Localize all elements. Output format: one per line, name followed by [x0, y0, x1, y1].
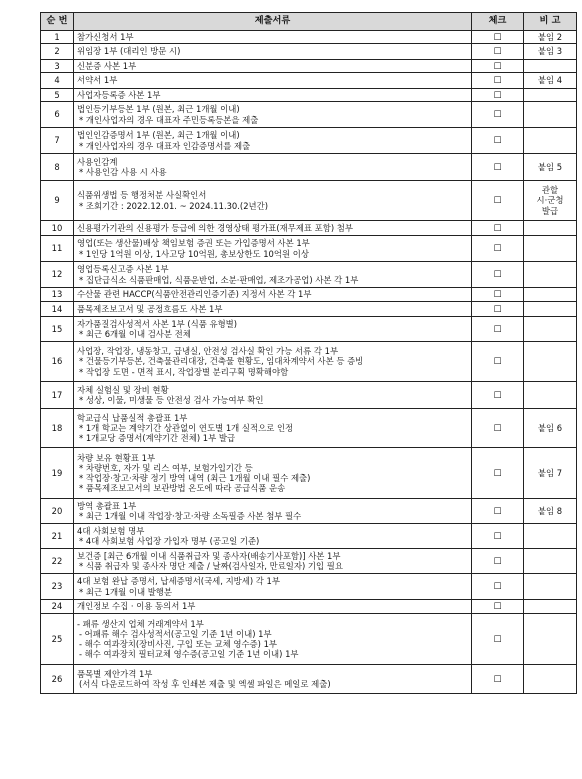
row-number: 25: [41, 614, 74, 665]
note-cell: [524, 614, 577, 665]
table-row: [41, 317, 577, 342]
note-cell: [524, 128, 577, 154]
document-line: 영업(또는 생산물)배상 책임보험 증권 또는 가입증명서 사본 1부: [77, 238, 310, 249]
document-line: 품목별 제안가격 1부: [77, 668, 153, 679]
checkbox[interactable]: □: [472, 499, 524, 524]
document-description: [74, 614, 472, 665]
table-row: [41, 302, 577, 317]
table-row: [41, 665, 577, 694]
document-line: * 품목제조보고서의 보관방법 온도에 따라 공급식품 운송: [79, 483, 286, 494]
note-cell: [524, 73, 577, 89]
row-number: 20: [41, 499, 74, 524]
submission-documents-table: [40, 12, 577, 694]
document-description: [74, 288, 472, 302]
document-description: [74, 382, 472, 409]
document-line: * 개인사업자의 경우 대표자 인감증명서를 제출: [79, 140, 251, 151]
checkbox[interactable]: □: [472, 181, 524, 221]
row-number: 11: [41, 236, 74, 262]
document-line: * 집단급식소 식품판매업, 식품운반업, 소분·판매업, 제조가공업) 사본 각 1부: [79, 274, 359, 285]
table-row: [41, 288, 577, 302]
note-cell: [524, 181, 577, 221]
document-line: * 개인사업자의 경우 대표자 주민등록등본을 제출: [79, 114, 259, 125]
table-row: [41, 44, 577, 60]
note-cell: [524, 154, 577, 181]
header-number: 순 번: [41, 13, 74, 31]
note-cell: [524, 317, 577, 342]
document-description: [74, 665, 472, 694]
document-description: [74, 89, 472, 102]
table-row: [41, 574, 577, 600]
row-number: 22: [41, 549, 74, 574]
document-line: 사업자등록증 사본 1부: [77, 89, 161, 100]
note-cell: [524, 236, 577, 262]
table-row: [41, 31, 577, 44]
checkbox[interactable]: □: [472, 60, 524, 73]
checkbox[interactable]: □: [472, 221, 524, 236]
checkbox[interactable]: □: [472, 128, 524, 154]
document-line: * 차량번호, 자가 및 리스 여부, 보험가입기간 등: [79, 462, 253, 473]
note-text: 붙임 4: [537, 75, 563, 86]
document-line: 식품위생법 등 행정처분 사실확인서: [77, 190, 207, 201]
document-description: [74, 31, 472, 44]
table-row: [41, 236, 577, 262]
checkbox[interactable]: □: [472, 574, 524, 600]
header-note: 비 고: [524, 13, 577, 31]
table-row: [41, 128, 577, 154]
row-number: 8: [41, 154, 74, 181]
document-line: 방역 총괄표 1부: [77, 500, 137, 511]
row-number: 26: [41, 665, 74, 694]
row-number: 15: [41, 317, 74, 342]
document-line: 4대 보험 완납 증명서, 납세증명서(국세, 지방세) 각 1부: [77, 576, 280, 587]
checkbox[interactable]: □: [472, 342, 524, 382]
header-documents: 제출서류: [74, 13, 472, 31]
document-line: (서식 다운로드하여 작성 후 인쇄본 제출 및 엑셀 파일은 메일로 제출): [79, 679, 331, 689]
document-line: 영업등록신고증 사본 1부: [77, 264, 169, 275]
table-row: [41, 60, 577, 73]
row-number: 9: [41, 181, 74, 221]
checkbox[interactable]: □: [472, 409, 524, 448]
document-line: * 1개 학교는 계약기간 상관없이 연도별 1개 실적으로 인정: [79, 422, 294, 433]
checkbox[interactable]: □: [472, 236, 524, 262]
document-line: * 사용인감 사용 시 사용: [79, 167, 167, 177]
checkbox[interactable]: □: [472, 262, 524, 288]
note-cell: [524, 409, 577, 448]
row-number: 10: [41, 221, 74, 236]
note-cell: [524, 574, 577, 600]
row-number: 18: [41, 409, 74, 448]
checkbox[interactable]: □: [472, 665, 524, 694]
checkbox[interactable]: □: [472, 89, 524, 102]
row-number: 6: [41, 102, 74, 128]
document-line: * 1개교당 증명서(계약기간 전체) 1부 발급: [79, 433, 236, 444]
document-line: 개인정보 수집 · 이용 동의서 1부: [77, 601, 196, 612]
document-description: [74, 102, 472, 128]
document-line: * 조회기간 : 2022.12.01. ~ 2024.11.30.(2년간): [79, 200, 268, 211]
table-row: [41, 600, 577, 614]
header-check: 체크: [472, 13, 524, 31]
checkbox[interactable]: □: [472, 154, 524, 181]
table-row: [41, 524, 577, 549]
document-line: 학교급식 납품실적 총괄표 1부: [77, 412, 188, 423]
table-row: [41, 382, 577, 409]
document-line: * 최근 6개월 이내 검사분 전체: [79, 329, 191, 339]
note-text: 붙임 5: [537, 161, 563, 172]
checkbox[interactable]: □: [472, 44, 524, 60]
note-cell: [524, 499, 577, 524]
document-line: * 최근 1개월 이내 작업장·창고·차량 소독필증 사본 첨부 필수: [79, 511, 302, 521]
row-number: 13: [41, 288, 74, 302]
document-line: 사용인감계: [77, 156, 118, 167]
row-number: 17: [41, 382, 74, 409]
document-description: [74, 221, 472, 236]
table-row: [41, 181, 577, 221]
document-line: * 건물등기부등본, 건축물관리대장, 건축물 현황도, 임대차계약서 사본 등 증빙: [79, 356, 364, 367]
row-number: 1: [41, 31, 74, 44]
checkbox[interactable]: □: [472, 73, 524, 89]
document-description: [74, 317, 472, 342]
note-cell: [524, 549, 577, 574]
table-body: [41, 31, 577, 694]
note-cell: [524, 342, 577, 382]
document-line: 위임장 1부 (대리인 방문 시): [77, 46, 181, 57]
document-description: [74, 342, 472, 382]
note-cell: [524, 302, 577, 317]
table-row: [41, 549, 577, 574]
note-cell: [524, 31, 577, 44]
table-row: [41, 221, 577, 236]
checkbox[interactable]: □: [472, 288, 524, 302]
document-line: * 식품 취급자 및 종사자 명단 제출 / 날짜(검사일자, 만료일자) 기입 필요: [79, 561, 343, 571]
document-description: [74, 499, 472, 524]
document-description: [74, 448, 472, 499]
row-number: 7: [41, 128, 74, 154]
document-line: 참가신청서 1부: [77, 31, 134, 42]
document-line: - 패류 생산지 업체 거래계약서 1부: [77, 618, 204, 629]
document-line: 서약서 1부: [77, 75, 118, 86]
note-cell: [524, 288, 577, 302]
table-row: [41, 262, 577, 288]
document-line: - 어패류 해수 검사성적서(공고일 기준 1년 이내) 1부: [79, 628, 272, 639]
note-text: 붙임 7: [537, 467, 563, 478]
note-cell: [524, 600, 577, 614]
checkbox[interactable]: □: [472, 614, 524, 665]
document-description: [74, 60, 472, 73]
row-number: 24: [41, 600, 74, 614]
document-description: [74, 549, 472, 574]
note-text: 관할: [541, 185, 559, 196]
document-description: [74, 154, 472, 181]
checkbox[interactable]: □: [472, 448, 524, 499]
note-cell: [524, 102, 577, 128]
document-line: * 4대 사회보험 사업장 가입자 명부 (공고일 기준): [79, 536, 260, 546]
document-line: 자가품질검사성적서 사본 1부 (식품 유형별): [77, 318, 238, 329]
row-number: 3: [41, 60, 74, 73]
row-number: 4: [41, 73, 74, 89]
checkbox[interactable]: □: [472, 31, 524, 44]
document-line: 신용평가기관의 신용평가 등급에 의한 경영상태 평가표(재무제표 포함) 첨부: [77, 222, 353, 233]
note-text: 발급: [541, 205, 559, 216]
table-row: [41, 342, 577, 382]
document-description: [74, 44, 472, 60]
note-text: 붙임 8: [537, 505, 563, 516]
table-row: [41, 154, 577, 181]
document-description: [74, 181, 472, 221]
note-cell: [524, 524, 577, 549]
document-line: * 작업장·창고·차량 정기 방역 내역 (최근 1개월 이내 필수 제출): [79, 473, 311, 483]
note-text: 붙임 2: [537, 31, 563, 42]
row-number: 14: [41, 302, 74, 317]
document-line: 수산물 관련 HACCP(식품안전관리인증기준) 지정서 사본 각 1부: [77, 289, 312, 300]
document-line: 품목제조보고서 및 공정흐름도 사본 1부: [77, 303, 223, 314]
document-line: 법인인감증명서 1부 (원본, 최근 1개월 이내): [77, 130, 240, 141]
table-row: [41, 499, 577, 524]
note-cell: [524, 448, 577, 499]
checkbox[interactable]: □: [472, 317, 524, 342]
table-row: [41, 614, 577, 665]
document-description: [74, 524, 472, 549]
row-number: 16: [41, 342, 74, 382]
document-line: - 해수 여과장치 필터교체 영수증(공고일 기준 1년 이내) 1부: [79, 649, 299, 660]
table-row: [41, 102, 577, 128]
checkbox[interactable]: □: [472, 102, 524, 128]
note-text: 시·군청: [536, 195, 564, 206]
document-page: [40, 12, 576, 694]
checkbox[interactable]: □: [472, 302, 524, 317]
row-number: 2: [41, 44, 74, 60]
document-line: 법인등기부등본 1부 (원본, 최근 1개월 이내): [77, 104, 240, 115]
document-line: 차량 보유 현황표 1부: [77, 452, 156, 463]
row-number: 5: [41, 89, 74, 102]
note-cell: [524, 382, 577, 409]
document-line: 4대 사회보험 명부: [77, 525, 145, 536]
document-description: [74, 128, 472, 154]
document-line: 자체 실험실 및 장비 현황: [77, 384, 169, 395]
table-row: [41, 448, 577, 499]
document-line: 사업장, 작업장, 냉동창고, 급냉실, 안전성 검사실 확인 가능 서류 각 1부: [77, 346, 339, 357]
row-number: 21: [41, 524, 74, 549]
row-number: 12: [41, 262, 74, 288]
row-number: 19: [41, 448, 74, 499]
document-description: [74, 409, 472, 448]
document-line: * 작업장 도면 - 면적 표시, 작업장별 분리구획 명확해야함: [79, 366, 289, 377]
note-text: 붙임 3: [537, 46, 563, 57]
checkbox[interactable]: □: [472, 600, 524, 614]
checkbox[interactable]: □: [472, 549, 524, 574]
note-cell: [524, 262, 577, 288]
table-row: [41, 73, 577, 89]
row-number: 23: [41, 574, 74, 600]
document-line: - 해수 여과장치(장비사진, 구입 또는 교체 영수증) 1부: [79, 639, 277, 649]
note-text: 붙임 6: [537, 422, 563, 433]
document-description: [74, 600, 472, 614]
note-cell: [524, 89, 577, 102]
document-description: [74, 574, 472, 600]
document-line: * 1인당 1억원 이상, 1사고당 10억원, 총보상한도 10억원 이상: [79, 248, 309, 259]
note-cell: [524, 665, 577, 694]
note-cell: [524, 221, 577, 236]
document-description: [74, 236, 472, 262]
table-row: [41, 409, 577, 448]
table-header-row: [41, 13, 577, 31]
note-cell: [524, 44, 577, 60]
note-cell: [524, 60, 577, 73]
document-line: 신분증 사본 1부: [77, 60, 137, 71]
checkbox[interactable]: □: [472, 382, 524, 409]
document-description: [74, 302, 472, 317]
document-description: [74, 262, 472, 288]
document-description: [74, 73, 472, 89]
document-line: * 최근 1개월 이내 발행분: [79, 586, 172, 597]
checkbox[interactable]: □: [472, 524, 524, 549]
document-line: 보건증 [최근 6개월 이내 식품취급자 및 종사자(배송기사포함)] 사본 1부: [77, 550, 341, 561]
table-row: [41, 89, 577, 102]
document-line: * 성상, 이물, 미생물 등 안전성 검사 가능여부 확인: [79, 395, 264, 405]
